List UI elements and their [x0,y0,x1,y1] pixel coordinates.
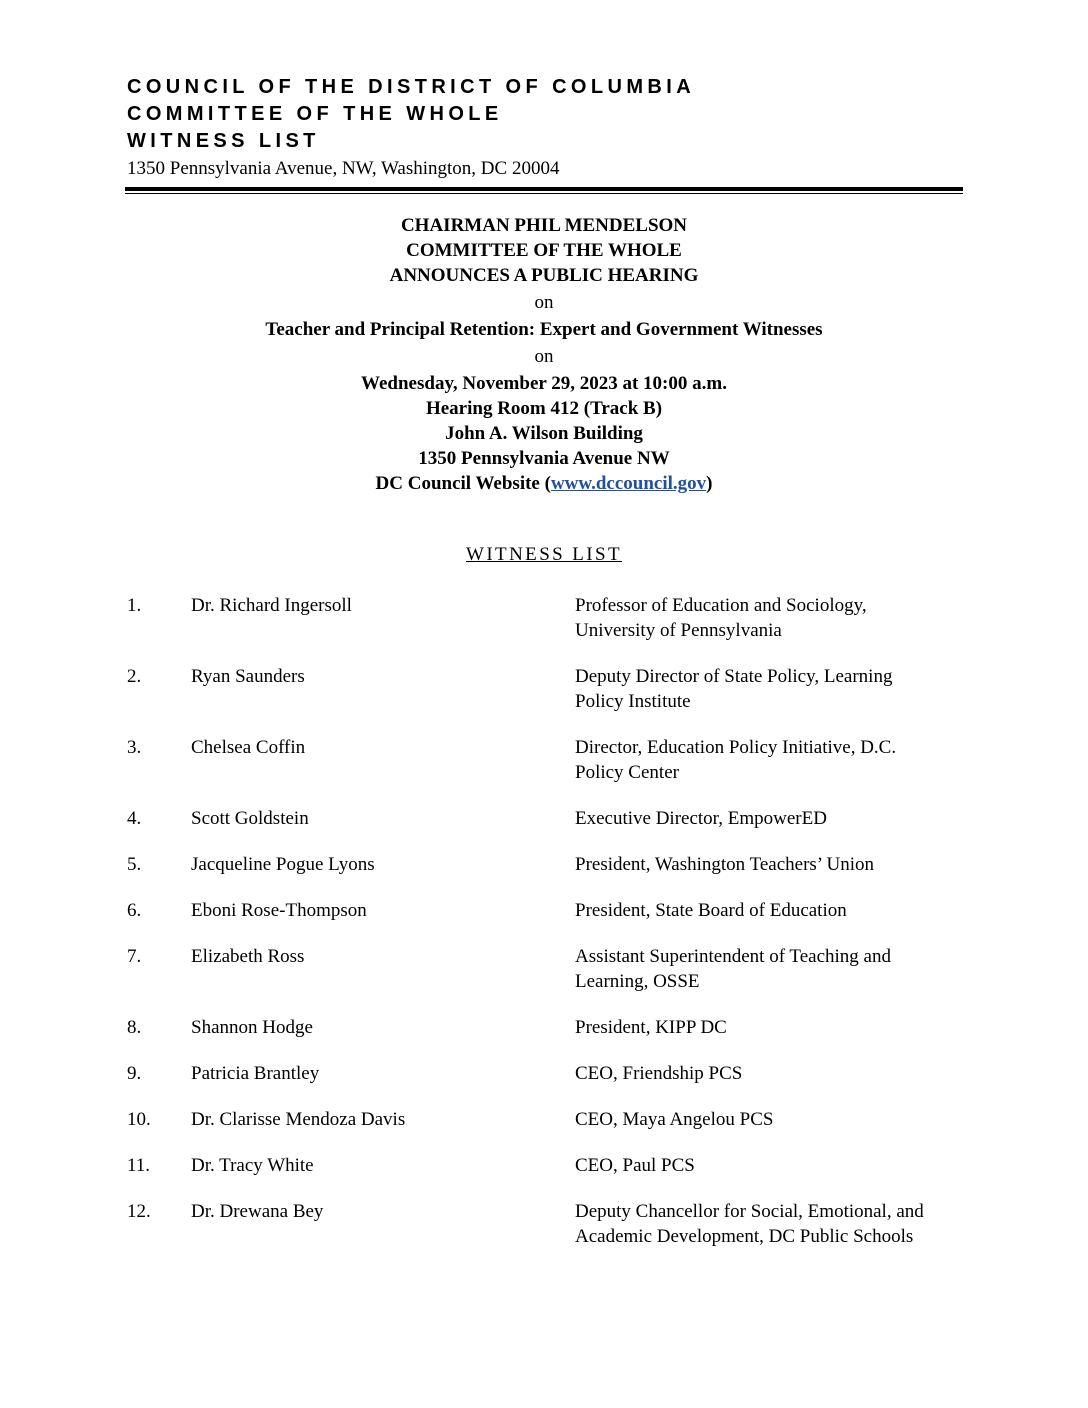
chairman-line: CHAIRMAN PHIL MENDELSON [400,215,688,236]
witness-number: 11. [127,1155,151,1176]
witness-name: Eboni Rose-Thompson [191,900,367,921]
witness-list [127,593,967,1270]
witness-name: Scott Goldstein [191,808,309,829]
witness-name: Dr. Clarisse Mendoza Davis [191,1109,406,1130]
website-label: DC Council Website ( [375,473,551,494]
council-name: COUNCIL OF THE DISTRICT OF COLUMBIA [127,76,696,98]
hearing-street: 1350 Pennsylvania Avenue NW [418,448,670,469]
website-line [125,471,963,496]
witness-row [127,1107,967,1132]
document-type: WITNESS LIST [127,130,320,152]
witness-affiliation: Deputy Chancellor for Social, Emotional, and Academic Development, DC Public Schools [575,1201,924,1247]
witness-list-heading [125,544,963,566]
witness-row [127,806,967,831]
website-link[interactable]: www.dccouncil.gov [550,473,707,494]
witness-number: 2. [127,666,142,687]
witness-number: 7. [127,946,142,967]
witness-name: Dr. Richard Ingersoll [191,595,352,616]
witness-affiliation: President, Washington Teachers’ Union [575,854,874,875]
witness-name: Dr. Tracy White [191,1155,314,1176]
website-close: ) [706,473,713,494]
witness-list-title: WITNESS LIST [466,544,622,565]
council-address: 1350 Pennsylvania Avenue, NW, Washington, DC 20004 [127,158,560,179]
hearing-room: Hearing Room 412 (Track B) [425,398,663,419]
witness-name: Patricia Brantley [191,1063,320,1084]
witness-number: 12. [127,1201,151,1222]
witness-name: Dr. Drewana Bey [191,1201,324,1222]
witness-affiliation: President, KIPP DC [575,1017,727,1038]
witness-affiliation: Deputy Director of State Policy, Learning Policy Institute [575,666,893,712]
witness-row [127,944,967,994]
committee-name: COMMITTEE OF THE WHOLE [127,103,503,125]
witness-number: 8. [127,1017,142,1038]
witness-row [127,593,967,643]
witness-affiliation: President, State Board of Education [575,900,847,921]
witness-row [127,1199,967,1249]
witness-number: 10. [127,1109,151,1130]
witness-affiliation: CEO, Maya Angelou PCS [575,1109,774,1130]
on-connector: on [534,292,554,313]
witness-number: 9. [127,1063,142,1084]
witness-row [127,1061,967,1086]
witness-name: Ryan Saunders [191,666,305,687]
witness-name: Chelsea Coffin [191,737,306,758]
witness-number: 1. [127,595,142,616]
hearing-date: Wednesday, November 29, 2023 at 10:00 a.m. [361,373,727,394]
committee-line: COMMITTEE OF THE WHOLE [406,240,682,261]
witness-number: 5. [127,854,142,875]
witness-row [127,735,967,785]
witness-row [127,1015,967,1040]
header-divider-thin [125,193,963,194]
on-connector: on [534,346,554,367]
hearing-topic: Teacher and Principal Retention: Expert and Government Witnesses [265,319,823,340]
hearing-building: John A. Wilson Building [445,423,643,444]
witness-number: 4. [127,808,142,829]
letterhead [127,74,967,182]
witness-number: 6. [127,900,142,921]
announces-line: ANNOUNCES A PUBLIC HEARING [389,265,699,286]
witness-name: Shannon Hodge [191,1017,313,1038]
witness-row [127,1153,967,1178]
witness-number: 3. [127,737,142,758]
hearing-announcement [125,213,963,496]
witness-affiliation: Professor of Education and Sociology, University of Pennsylvania [575,595,867,641]
witness-affiliation: CEO, Friendship PCS [575,1063,743,1084]
witness-row [127,852,967,877]
witness-row [127,898,967,923]
witness-row [127,664,967,714]
header-divider-thick [125,187,963,191]
witness-affiliation: Director, Education Policy Initiative, D.C. Policy Center [575,737,897,783]
witness-name: Elizabeth Ross [191,946,305,967]
witness-affiliation: Assistant Superintendent of Teaching and Learning, OSSE [575,946,891,992]
witness-name: Jacqueline Pogue Lyons [191,854,375,875]
witness-affiliation: CEO, Paul PCS [575,1155,695,1176]
witness-affiliation: Executive Director, EmpowerED [575,808,827,829]
